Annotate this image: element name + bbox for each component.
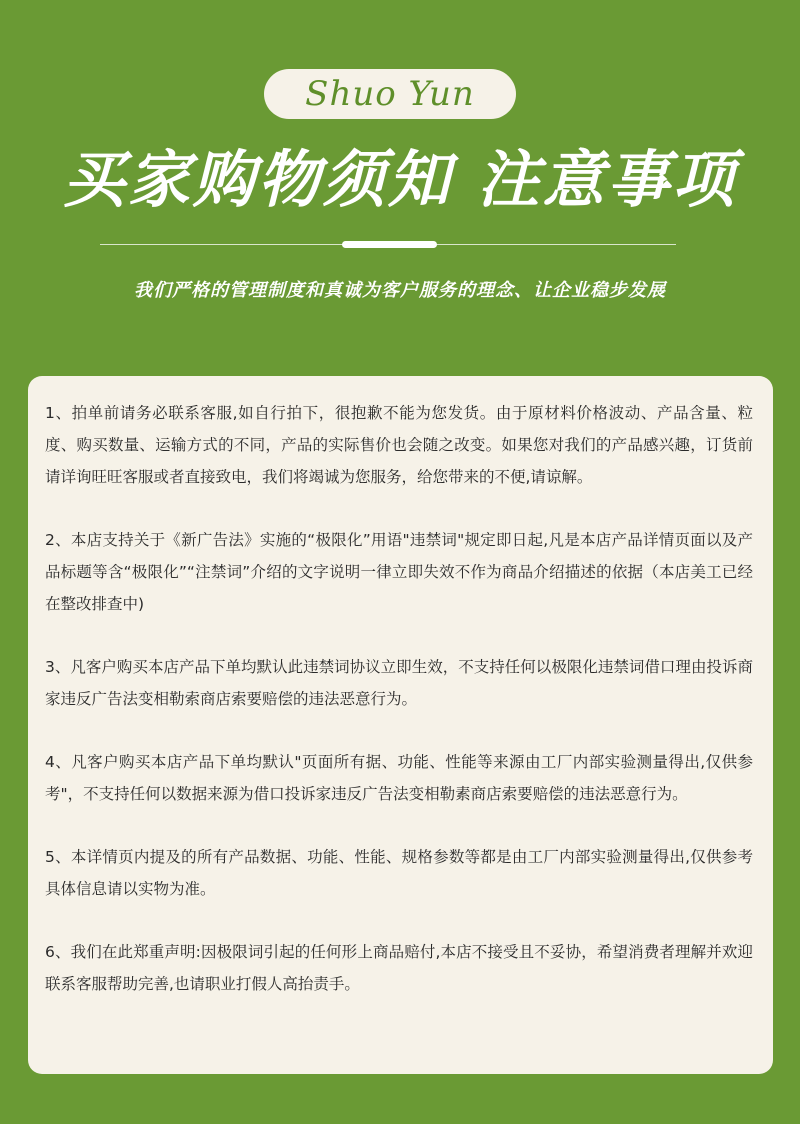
- notice-item-3: 3、凡客户购买本店产品下单均默认此违禁词协议立即生效，不支持任何以极限化违禁词借口理由投诉商家违反广告法变相勒索商店索要赔偿的违法恶意行为。: [45, 658, 753, 708]
- brand-name: Shuo Yun: [305, 74, 475, 114]
- page-subtitle: 我们严格的管理制度和真诚为客户服务的理念、让企业稳步发展: [134, 280, 666, 301]
- notice-item-4: 4、凡客户购买本店产品下单均默认"页面所有据、功能、性能等来源由工厂内部实验测量得出,仅供参考"，不支持任何以数据来源为借口投诉家违反广告法变相勒素商店索要赔偿的违法恶意行为。: [45, 753, 753, 803]
- notice-item-2: 2、本店支持关于《新广告法》实施的“极限化”用语"违禁词"规定即日起,凡是本店产品详情页面以及产品标题等含“极限化”“注禁词”介绍的文字说明一律立即失效不作为商品介绍描述的依据（本店美工已经在整改排查中): [45, 531, 753, 613]
- page-title: 买家购物须知 注意事项: [62, 143, 738, 216]
- brand-badge: [264, 69, 516, 119]
- notice-item-1: 1、拍单前请务必联系客服,如自行拍下，很抱歉不能为您发货。由于原材料价格波动、产品含量、粒度、购买数量、运输方式的不同，产品的实际售价也会随之改变。如果您对我们的产品感兴趣，订货前请详询旺旺客服或者直接致电，我们将竭诚为您服务，给您带来的不便,请谅解。: [45, 404, 753, 486]
- divider-accent: [342, 241, 437, 248]
- notice-item-6: 6、我们在此郑重声明:因极限词引起的任何形上商品赔付,本店不接受且不妥协，希望消费者理解并欢迎联系客服帮助完善,也请职业打假人高抬责手。: [45, 943, 753, 993]
- notice-item-5: 5、本详情页内提及的所有产品数据、功能、性能、规格参数等都是由工厂内部实验测量得出,仅供参考具体信息请以实物为准。: [45, 848, 753, 898]
- notice-card: [28, 376, 773, 1074]
